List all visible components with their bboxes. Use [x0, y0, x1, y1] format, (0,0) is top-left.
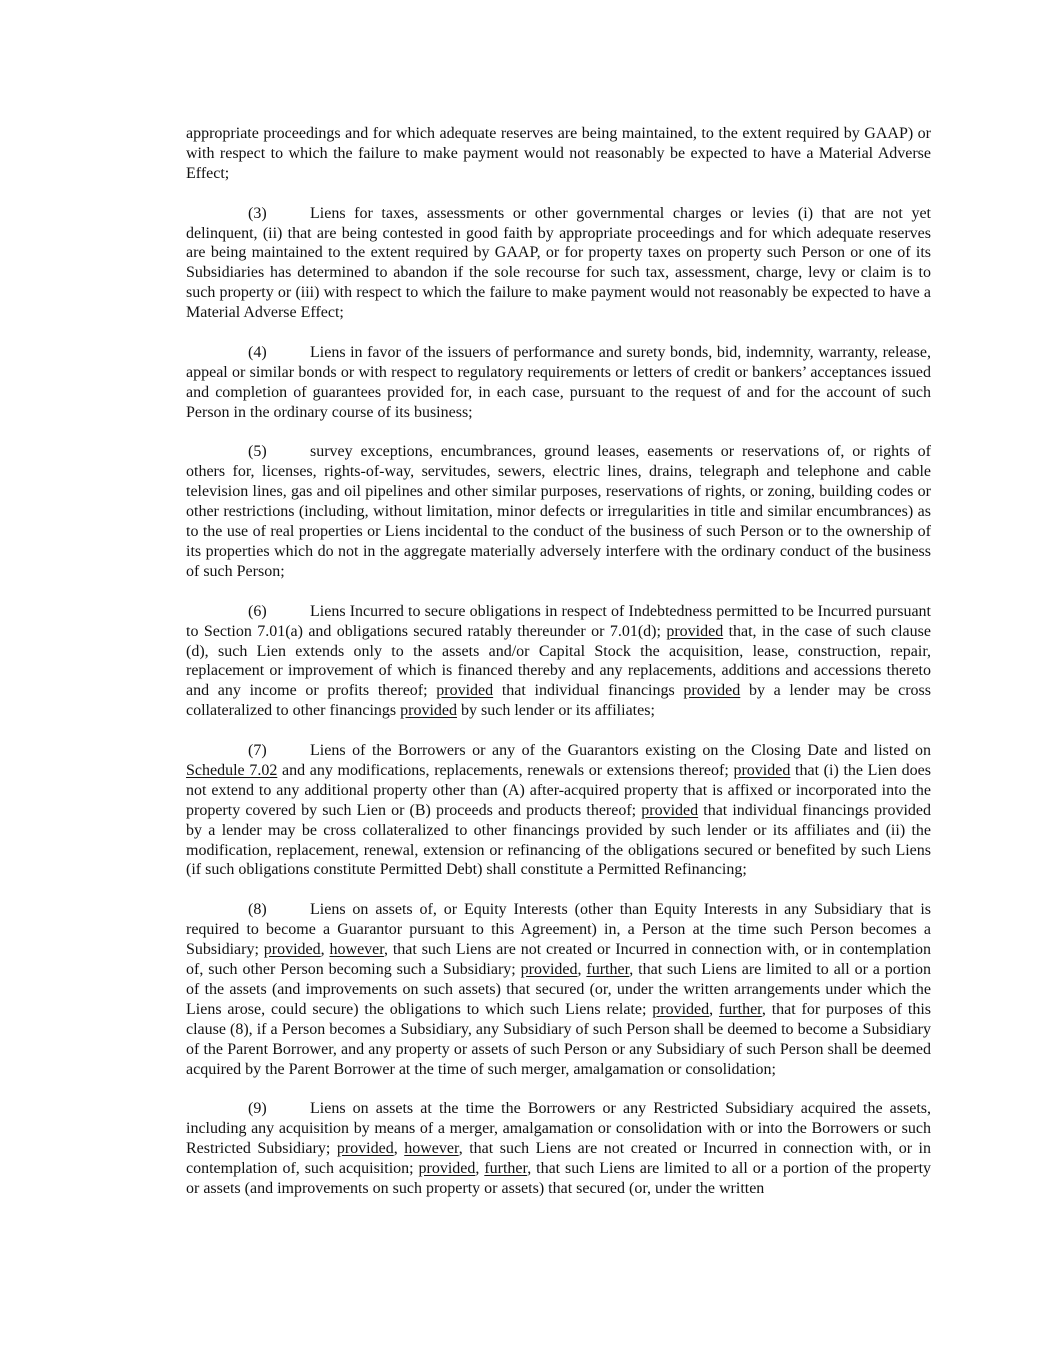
paragraph-cont [186, 124, 931, 184]
paragraph-p9 [186, 1099, 931, 1199]
clause-number: (7) [248, 742, 267, 760]
underlined-term: provided [336, 1140, 394, 1158]
underlined-term: provided [520, 960, 578, 978]
underlined-term: provided [400, 702, 458, 720]
clause-text: , [577, 960, 587, 978]
underlined-term: provided [733, 761, 791, 779]
underlined-term: further [718, 1000, 762, 1018]
paragraph-p6 [186, 602, 931, 721]
underlined-term: provided [263, 941, 321, 959]
underlined-term: provided [641, 801, 699, 819]
clause-text: Liens of the Borrowers or any of the Guarantors existing on the Closing Date and listed on [310, 742, 931, 760]
underlined-term: further [586, 960, 630, 978]
paragraph-p5 [186, 442, 931, 581]
underlined-term: provided [436, 682, 494, 700]
clause-text: , [320, 941, 330, 959]
underlined-term: however [404, 1140, 459, 1158]
underlined-term: provided [683, 682, 741, 700]
clause-text: that individual financings [493, 682, 684, 700]
clause-text: , that for purposes of this clause (8), if a Person becomes a Subsidiary, any Subsidiary of such Person shall be deemed to become a Subsidiary of the Parent Borrower, and any property or assets of such Person or any Subsidiary of such Person shall be deemed acquired by the Parent Borrower at the time of such merger, amalgamation or consolidation; [186, 1000, 931, 1078]
clause-text: Liens on assets at the time the Borrowers or any Restricted Subsidiary acquired the assets, including any acquisition by means of a merger, amalgamation or consolidation with or into the Borrowers or such Restricted Subsidiary; [186, 1100, 931, 1158]
clause-text: that individual financings provided by a lender may be cross collateralized to other financings provided by such lender or its affiliates and (ii) the modification, replacement, renewal, extension or refinancing of the obligations secured or benefited by such Liens (if such obligations constitute Permitted Debt) shall constitute a Permitted Refinancing; [186, 801, 931, 879]
clause-text: by a lender may be cross collateralized to other financings [186, 682, 931, 720]
clause-text: that (i) the Lien does not extend to any additional property other than (A) after-acquired property that is affixed or incorporated into the property covered by such Lien or (B) proceeds and products thereof; [186, 761, 931, 819]
clause-text: , [709, 1000, 719, 1018]
paragraph-p3 [186, 204, 931, 323]
underlined-term: provided [652, 1000, 710, 1018]
paragraph-p7 [186, 741, 931, 880]
clause-text: Liens on assets of, or Equity Interests (other than Equity Interests in any Subsidiary that is required to become a Guarantor pursuant to this Agreement) in, a Person at the time such Person becomes a Subsidiary; [186, 901, 931, 959]
clause-number: (9) [248, 1100, 267, 1118]
paragraph-p4 [186, 343, 931, 423]
clause-number: (8) [248, 901, 267, 919]
clause-text: , that such Liens are not created or Incurred in connection with, or in contemplation of, such acquisition; [186, 1140, 931, 1178]
clause-text: Liens for taxes, assessments or other governmental charges or levies (i) that are not yet delinquent, (ii) that are being contested in good faith by appropriate proceedings and for which adequate reserves are being maintained to the extent required by GAAP, or for property taxes on property such Person or one of its Subsidiaries has determined to abandon if the sole recourse for such tax, assessment, charge, levy or claim is to such property or (iii) with respect to which the failure to make payment would not reasonably be expected to have a Material Adverse Effect; [186, 204, 931, 322]
clause-number: (3) [248, 204, 267, 222]
underlined-term: provided [666, 622, 724, 640]
underlined-term: provided [418, 1160, 476, 1178]
clause-text: Liens Incurred to secure obligations in respect of Indebtedness permitted to be Incurred pursuant to Section 7.01(a) and obligations secured ratably thereunder or 7.01(d); [186, 602, 931, 640]
underlined-term: however [329, 941, 384, 959]
clause-text: , that such Liens are not created or Incurred in connection with, or in contemplation of, such other Person becoming such a Subsidiary; [186, 941, 932, 978]
clause-number: (4) [248, 343, 267, 361]
clause-text: , [393, 1140, 405, 1158]
clause-text: survey exceptions, encumbrances, ground leases, easements or reservations of, or rights of others for, licenses, rights-of-way, servitudes, sewers, electric lines, drains, telegraph and telephone and cable television lines, gas and oil pipelines and other similar purposes, reservations of rights, or zoning, building codes or other restrictions (including, without limitation, minor defects or irregularities in title and similar encumbrances) as to the use of real properties or Liens incidental to the conduct of the business of such Person or to the ownership of its properties which do not in the aggregate materially adversely interfere with the ordinary conduct of the business of such Person; [186, 443, 931, 580]
clause-text: and any modifications, replacements, renewals or extensions thereof; [277, 761, 734, 779]
clause-number: (5) [248, 443, 267, 461]
clause-text: , that such Liens are limited to all or a portion of the assets (and improvements on such assets) that secured (or, under the written arrangements under which the Liens arose, could secure) the obligations to which such Liens relate; [186, 960, 931, 1018]
clause-text: appropriate proceedings and for which adequate reserves are being maintained, to the extent required by GAAP) or with respect to which the failure to make payment would not reasonably be expected to have a Material Adverse Effect; [186, 125, 931, 182]
clause-text: by such lender or its affiliates; [457, 702, 655, 720]
clause-text: that, in the case of such clause (d), such Lien extends only to the assets and/or Capital Stock the acquisition, lease, construction, repair, replacement or improvement of which is financed thereby and any replacements, additions and accessions thereto and any income or profits thereof; [186, 622, 931, 700]
clause-text: , that such Liens are limited to all or a portion of the property or assets (and improvements on such property or assets) that secured (or, under the written [186, 1160, 932, 1197]
document-page [186, 124, 931, 1219]
clause-number: (6) [248, 602, 267, 620]
underlined-term: Schedule 7.02 [186, 761, 278, 779]
paragraph-p8 [186, 900, 931, 1079]
clause-text: , [475, 1160, 485, 1178]
underlined-term: further [484, 1160, 528, 1178]
clause-text: Liens in favor of the issuers of performance and surety bonds, bid, indemnity, warranty, release, appeal or similar bonds or with respect to regulatory requirements or letters of credit or bankers’ acceptances issued and completion of guarantees provided for, in each case, pursuant to the request of and for the account of such Person in the ordinary course of its business; [186, 343, 931, 421]
